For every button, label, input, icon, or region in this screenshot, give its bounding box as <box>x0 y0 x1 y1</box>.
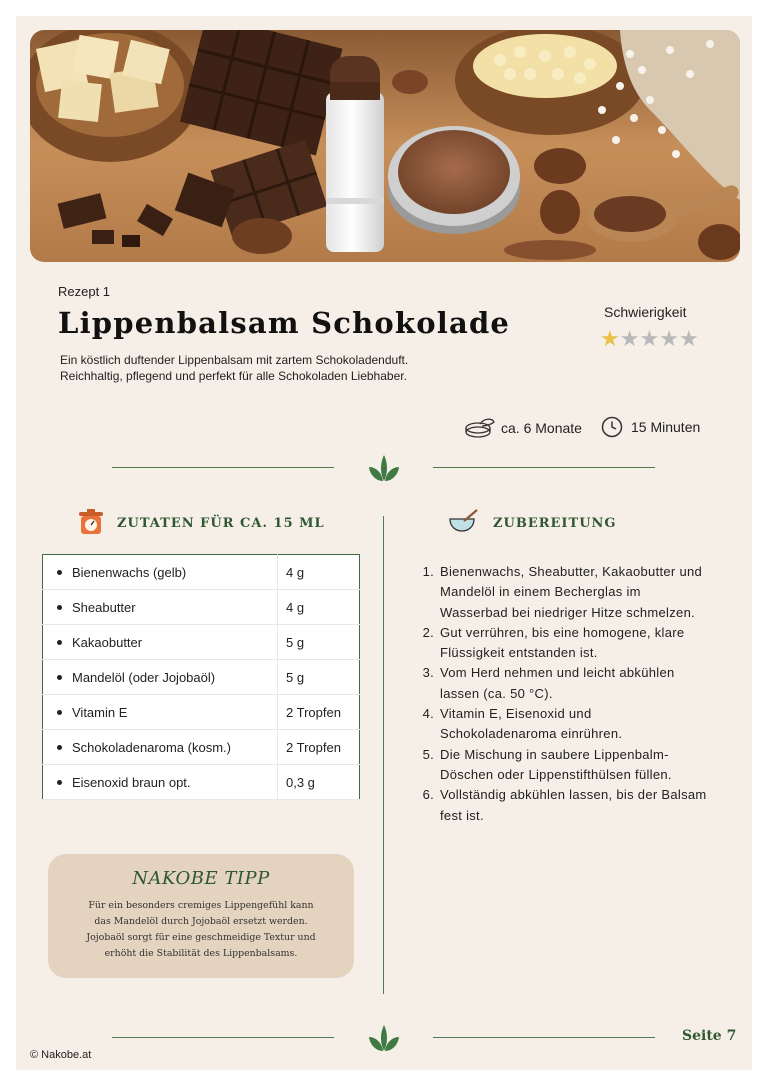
ingredient-name <box>43 765 278 800</box>
tip-title: NAKOBE TIPP <box>132 868 270 889</box>
list-item: 4. Vitamin E, Eisenoxid und Schokoladenaroma einrühren. <box>438 704 708 745</box>
bullet-icon <box>57 745 62 750</box>
ingredient-name <box>43 660 278 695</box>
duration <box>601 416 700 438</box>
table-row <box>43 660 360 695</box>
bullet-icon <box>57 675 62 680</box>
recipe-description: Ein köstlich duftender Lippenbalsam mit zartem Schokoladenduft. Reichhaltig, pflegend und perfekt für alle Schokoladen Liebhaber. <box>60 353 409 383</box>
copyright: © Nakobe.at <box>30 1049 92 1061</box>
star-icon: ★ <box>600 326 620 351</box>
ingredient-amount: 5 g <box>278 625 360 660</box>
recipe-title: Lippenbalsam Schokolade <box>58 306 511 340</box>
footer-divider-left <box>112 1037 334 1038</box>
star-icon: ★ <box>678 326 699 351</box>
list-item: 5. Die Mischung in saubere Lippenbalm-Döschen oder Lippenstifthülsen füllen. <box>438 745 708 786</box>
ingredient-name-text: Mandelöl (oder Jojobaöl) <box>72 669 216 685</box>
hero-image <box>30 30 740 262</box>
table-row <box>43 765 360 800</box>
list-item: 6. Vollständig abkühlen lassen, bis der Balsam fest ist. <box>438 785 708 826</box>
star-icon: ★ <box>639 326 660 351</box>
list-item: 3. Vom Herd nehmen und leicht abkühlen lassen (ca. 50 °C). <box>438 663 708 704</box>
ingredient-name <box>43 555 278 590</box>
table-row <box>43 555 360 590</box>
divider-line-left <box>112 467 334 468</box>
difficulty-stars <box>600 326 699 352</box>
bullet-icon <box>57 605 62 610</box>
ingredient-amount: 0,3 g <box>278 765 360 800</box>
preparation-heading: ZUBEREITUNG <box>493 516 617 531</box>
leaf-icon <box>368 1023 400 1053</box>
bullet-icon <box>57 640 62 645</box>
ingredient-name-text: Schokoladenaroma (kosm.) <box>72 739 231 755</box>
ingredient-amount: 2 Tropfen <box>278 695 360 730</box>
page-number: Seite 7 <box>682 1028 737 1044</box>
list-item: 1. Bienenwachs, Sheabutter, Kakaobutter und Mandelöl in einem Becherglas im Wasserbad bei niedriger Hitze schmelzen. <box>438 562 708 623</box>
ingredient-amount: 5 g <box>278 660 360 695</box>
shelf-life-value: ca. 6 Monate <box>501 420 582 436</box>
ingredient-amount: 4 g <box>278 590 360 625</box>
chocolate-lip-balm-photo <box>30 30 740 262</box>
divider-line-right <box>433 467 655 468</box>
ingredient-name-text: Vitamin E <box>72 704 128 720</box>
list-item: 2. Gut verrühren, bis eine homogene, klare Flüssigkeit entstanden ist. <box>438 623 708 664</box>
ingredient-name <box>43 590 278 625</box>
table-row <box>43 695 360 730</box>
star-icon: ★ <box>659 326 679 351</box>
ingredient-name <box>43 730 278 765</box>
jar-icon <box>464 416 496 440</box>
leaf-icon <box>368 453 400 483</box>
table-row <box>43 730 360 765</box>
scale-icon <box>78 508 104 536</box>
column-divider <box>383 516 384 994</box>
ingredient-name-text: Eisenoxid braun opt. <box>72 774 191 790</box>
recipe-page <box>16 16 752 1070</box>
preparation-steps <box>424 562 708 826</box>
ingredient-name <box>43 625 278 660</box>
tip-box <box>48 854 354 978</box>
table-row <box>43 590 360 625</box>
clock-icon <box>601 416 623 438</box>
ingredient-name-text: Bienenwachs (gelb) <box>72 564 187 580</box>
shelf-life <box>464 416 582 440</box>
ingredient-name <box>43 695 278 730</box>
bullet-icon <box>57 780 62 785</box>
table-row <box>43 625 360 660</box>
ingredients-table <box>42 554 360 800</box>
ingredient-name-text: Sheabutter <box>72 599 136 615</box>
bowl-whisk-icon <box>448 509 480 533</box>
ingredient-amount: 4 g <box>278 555 360 590</box>
bullet-icon <box>57 710 62 715</box>
recipe-number: Rezept 1 <box>58 284 111 299</box>
ingredient-name-text: Kakaobutter <box>72 634 143 650</box>
footer-divider-right <box>433 1037 655 1038</box>
tip-text: Für ein besonders cremiges Lippengefühl kann das Mandelöl durch Jojobaöl ersetzt werden. Jojobaöl sorgt für eine geschmeidige Textur und erhöht die Stabilität des Lippenbalsams. <box>86 900 316 959</box>
difficulty-label: Schwierigkeit <box>604 304 687 320</box>
bullet-icon <box>57 570 62 575</box>
ingredient-amount: 2 Tropfen <box>278 730 360 765</box>
ingredients-heading: ZUTATEN FÜR CA. 15 ML <box>117 516 325 531</box>
star-icon: ★ <box>619 326 640 351</box>
duration-value: 15 Minuten <box>631 419 701 435</box>
